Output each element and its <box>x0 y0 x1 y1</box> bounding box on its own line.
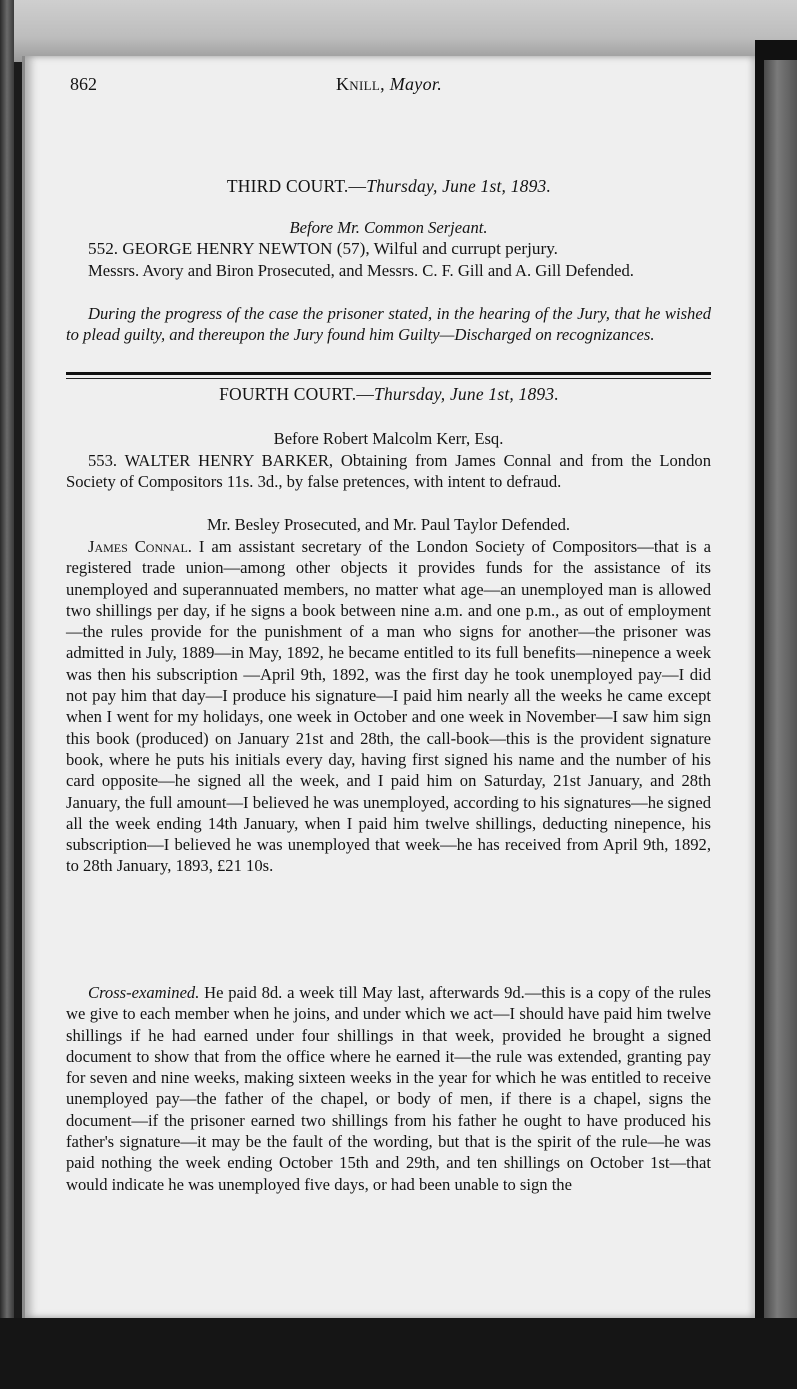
running-head <box>70 74 708 95</box>
testimony-text: I am assistant secretary of the London Society of Compositors—that is a registered trade union—among other objects it provides funds for the assistance of its unemployed and superannuated members, no matter what age—an unemployed man is allowed two shillings per day, if he signs a book between nine a.m. and one p.m., as out of employment —the rules provide for the punishment of a man who signs for another—the prisoner was admitted in July, 1889—in May, 1892, he became entitled to its full benefits—ninepence a week was then his subscription —April 9th, 1892, was the first day he took unemployed pay—I did not pay him that day—I produce his signature—I paid him nearly all the weeks he came except when I went for my holidays, one week in October and one week in November—I saw him sign this book (produced) on January 21st and 28th, the call-book—this is the provident signature book, where he puts his initials every day, having first signed his name and the number of his card opposite—he signed all the week, and I paid him on Saturday, 21st January, and 28th January, the full amount—I believed he was unemployed, according to his signatures—he signed all the week ending 14th January, when I paid him twelve shillings, deducting ninepence, his subscription—I believed he was unemployed that week—he has received from April 9th, 1892, to 28th January, 1893, £21 10s. <box>66 537 711 876</box>
third-court-heading <box>70 176 708 197</box>
next-page-edge <box>764 60 797 1389</box>
case-552-counsel: Messrs. Avory and Biron Prosecuted, and Messrs. C. F. Gill and A. Gill Defended. <box>88 261 634 280</box>
third-court-before: Before Mr. Common Serjeant. <box>289 218 488 237</box>
cross-examined-text: He paid 8d. a week till May last, afterwards 9d.—this is a copy of the rules we give to each member when he joins, and under which we act—I should have paid him twelve shillings if he had earned under four shillings in that week, provided he brought a signed document to show that from the office where he earned it—the rule was extended, granting pay for seven and nine weeks, making sixteen weeks in the year for which he was entitled to receive unemployed pay—the father of the chapel, or body of men, if there is a chapel, signs the document—if the prisoner earned two shillings from his father he ought to have produced his father's signature—it may be the fault of the wording, but that is the spirit of the rule—he was paid nothing the week ending October 15th and 29th, and ten shillings on October 1st—that would indicate he was unemployed five days, or had been unable to sign the <box>66 983 711 1194</box>
third-court-heading-date: June 1st, 1893. <box>442 176 552 196</box>
testimony-paragraph <box>66 536 711 877</box>
cross-examination-paragraph <box>66 982 711 1195</box>
cross-examined-label: Cross-examined. <box>88 983 200 1002</box>
fourth-court-heading-text: FOURTH COURT.— <box>219 384 375 404</box>
section-divider-thick <box>66 372 711 375</box>
page-header <box>70 74 708 100</box>
case-553-title: 553. WALTER HENRY BARKER, Obtaining from James Connal and from the London Society of Compositors 11s. 3d., by false pretences, with intent to defraud. <box>66 451 711 492</box>
scan-background-bottom <box>0 1318 797 1389</box>
testimony-witness: James Connal. <box>88 537 192 556</box>
running-head-name: Knill, <box>335 74 385 94</box>
fourth-court-before: Before Robert Malcolm Kerr, Esq. <box>273 429 504 448</box>
case-552-title: 552. GEORGE HENRY NEWTON (57), Wilful and currupt perjury. <box>88 239 558 258</box>
running-head-title: Mayor. <box>389 74 442 94</box>
page-number: 862 <box>70 74 97 94</box>
scan-background-top <box>0 0 797 62</box>
third-court-heading-day: Thursday, <box>366 176 438 196</box>
scan-binding-edge <box>0 0 14 1389</box>
fourth-court-heading-day: Thursday, <box>374 384 446 404</box>
case-553-counsel: Mr. Besley Prosecuted, and Mr. Paul Taylor Defended. <box>206 515 571 534</box>
fourth-court-heading <box>70 384 708 405</box>
fourth-court-heading-date: June 1st, 1893. <box>449 384 559 404</box>
section-divider-thin <box>66 378 711 379</box>
third-court-heading-text: THIRD COURT.— <box>226 176 367 196</box>
case-552-outcome: During the progress of the case the prisoner stated, in the hearing of the Jury, that he wished to plead guilty, and thereupon the Jury found him Guilty—Discharged on recognizances. <box>66 304 711 345</box>
